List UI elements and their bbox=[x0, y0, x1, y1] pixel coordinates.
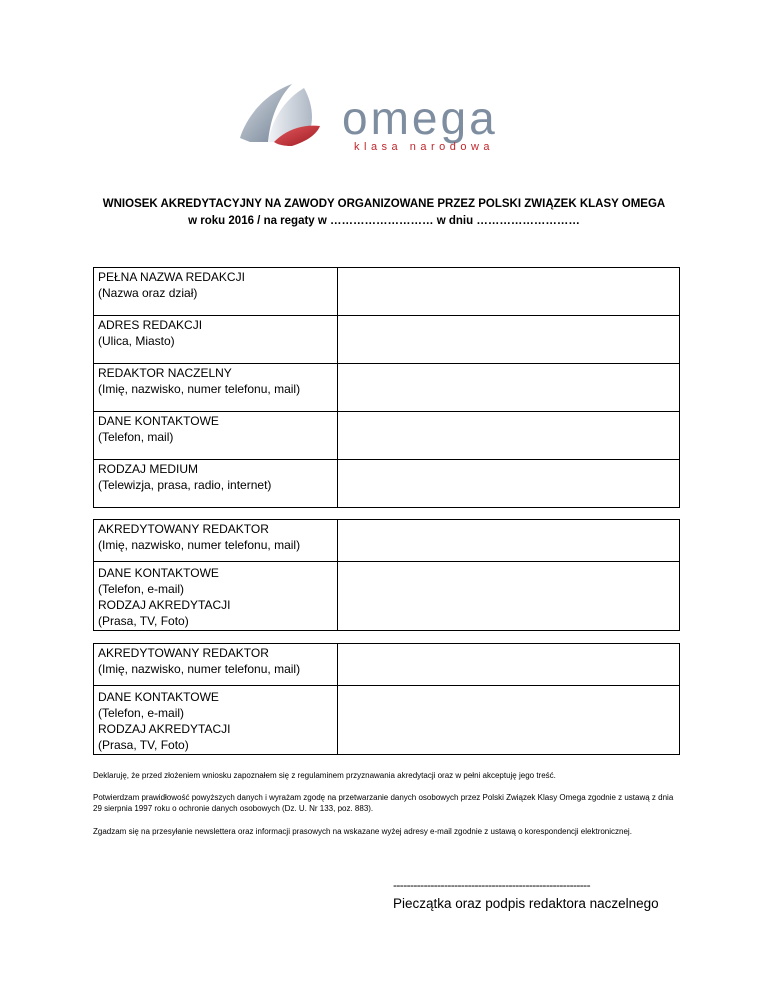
field-label bbox=[94, 364, 338, 412]
table-row bbox=[94, 460, 680, 508]
field-title: DANE KONTAKTOWE bbox=[98, 566, 219, 580]
field-title: DANE KONTAKTOWE bbox=[98, 690, 219, 704]
field-hint: (Telefon, e-mail) bbox=[98, 706, 185, 720]
field-title: RODZAJ AKREDYTACJI bbox=[98, 598, 231, 612]
field-hint: (Telewizja, prasa, radio, internet) bbox=[98, 478, 272, 492]
field-label bbox=[94, 520, 338, 562]
field-title: DANE KONTAKTOWE bbox=[98, 414, 219, 428]
signature-caption: Pieczątka oraz podpis redaktora naczelnego bbox=[393, 896, 659, 911]
field-hint: (Imię, nazwisko, numer telefonu, mail) bbox=[98, 382, 301, 396]
field-label bbox=[94, 316, 338, 364]
field-title: RODZAJ AKREDYTACJI bbox=[98, 722, 231, 736]
table-row bbox=[94, 316, 680, 364]
form-heading-line2: w roku 2016 / na regaty w ……………………… w dniu ……………………… bbox=[188, 215, 580, 227]
field-title: AKREDYTOWANY REDAKTOR bbox=[98, 522, 269, 536]
field-label bbox=[94, 686, 338, 755]
field-label bbox=[94, 460, 338, 508]
contact-field[interactable] bbox=[338, 412, 680, 460]
chief-editor-field[interactable] bbox=[338, 364, 680, 412]
field-hint: (Imię, nazwisko, numer telefonu, mail) bbox=[98, 538, 301, 552]
declaration-data-processing: Potwierdzam prawidłowość powyższych danych i wyrażam zgodę na przetwarzanie danych osobowych przez Polski Związek Klasy Omega zgodnie z ustawą z dnia 29 sierpnia 1997 roku o ochronie danych osobowych (Dz. U. Nr 133, poz. 883). bbox=[93, 793, 674, 813]
declaration-newsletter: Zgadzam się na przesyłanie newslettera oraz informacji prasowych na wskazane wyżej adresy e-mail zgodnie z ustawą o korespondencji elektronicznej. bbox=[93, 827, 632, 836]
field-label bbox=[94, 268, 338, 316]
table-row bbox=[94, 562, 680, 631]
contact-accreditation-field[interactable] bbox=[338, 686, 680, 755]
field-hint: (Prasa, TV, Foto) bbox=[98, 614, 189, 628]
omega-logo-graphic bbox=[234, 80, 544, 155]
field-hint: (Ulica, Miasto) bbox=[98, 334, 175, 348]
signature-line: ---------------------------------------------------------- bbox=[393, 878, 590, 892]
field-title: RODZAJ MEDIUM bbox=[98, 462, 198, 476]
full-name-field[interactable] bbox=[338, 268, 680, 316]
field-title: REDAKTOR NACZELNY bbox=[98, 366, 232, 380]
table-row bbox=[94, 268, 680, 316]
field-label bbox=[94, 644, 338, 686]
table-row bbox=[94, 364, 680, 412]
contact-accreditation-field[interactable] bbox=[338, 562, 680, 631]
table-row bbox=[94, 686, 680, 755]
field-title: PEŁNA NAZWA REDAKCJI bbox=[98, 270, 245, 284]
field-hint: (Prasa, TV, Foto) bbox=[98, 738, 189, 752]
accredited-editor-table-1 bbox=[93, 519, 680, 631]
table-row bbox=[94, 412, 680, 460]
logo-wordmark: omega bbox=[342, 92, 498, 144]
address-field[interactable] bbox=[338, 316, 680, 364]
field-hint: (Nazwa oraz dział) bbox=[98, 286, 198, 300]
field-hint: (Telefon, e-mail) bbox=[98, 582, 185, 596]
declaration-regulations: Deklaruję, że przed złożeniem wniosku zapoznałem się z regulaminem przyznawania akredytacji oraz w pełni akceptuję jego treść. bbox=[93, 771, 556, 780]
table-row bbox=[94, 520, 680, 562]
accredited-editor-field[interactable] bbox=[338, 520, 680, 562]
table-row bbox=[94, 644, 680, 686]
field-label bbox=[94, 412, 338, 460]
field-label bbox=[94, 562, 338, 631]
newsroom-table bbox=[93, 267, 680, 508]
media-type-field[interactable] bbox=[338, 460, 680, 508]
field-hint: (Telefon, mail) bbox=[98, 430, 174, 444]
form-heading-line1: WNIOSEK AKREDYTACYJNY NA ZAWODY ORGANIZOWANE PRZEZ POLSKI ZWIĄZEK KLASY OMEGA bbox=[102, 198, 666, 210]
field-hint: (Imię, nazwisko, numer telefonu, mail) bbox=[98, 662, 301, 676]
accredited-editor-table-2 bbox=[93, 643, 680, 755]
omega-logo bbox=[234, 80, 544, 155]
logo-tagline: klasa narodowa bbox=[354, 141, 495, 153]
field-title: ADRES REDAKCJI bbox=[98, 318, 203, 332]
field-title: AKREDYTOWANY REDAKTOR bbox=[98, 646, 269, 660]
accredited-editor-field[interactable] bbox=[338, 644, 680, 686]
